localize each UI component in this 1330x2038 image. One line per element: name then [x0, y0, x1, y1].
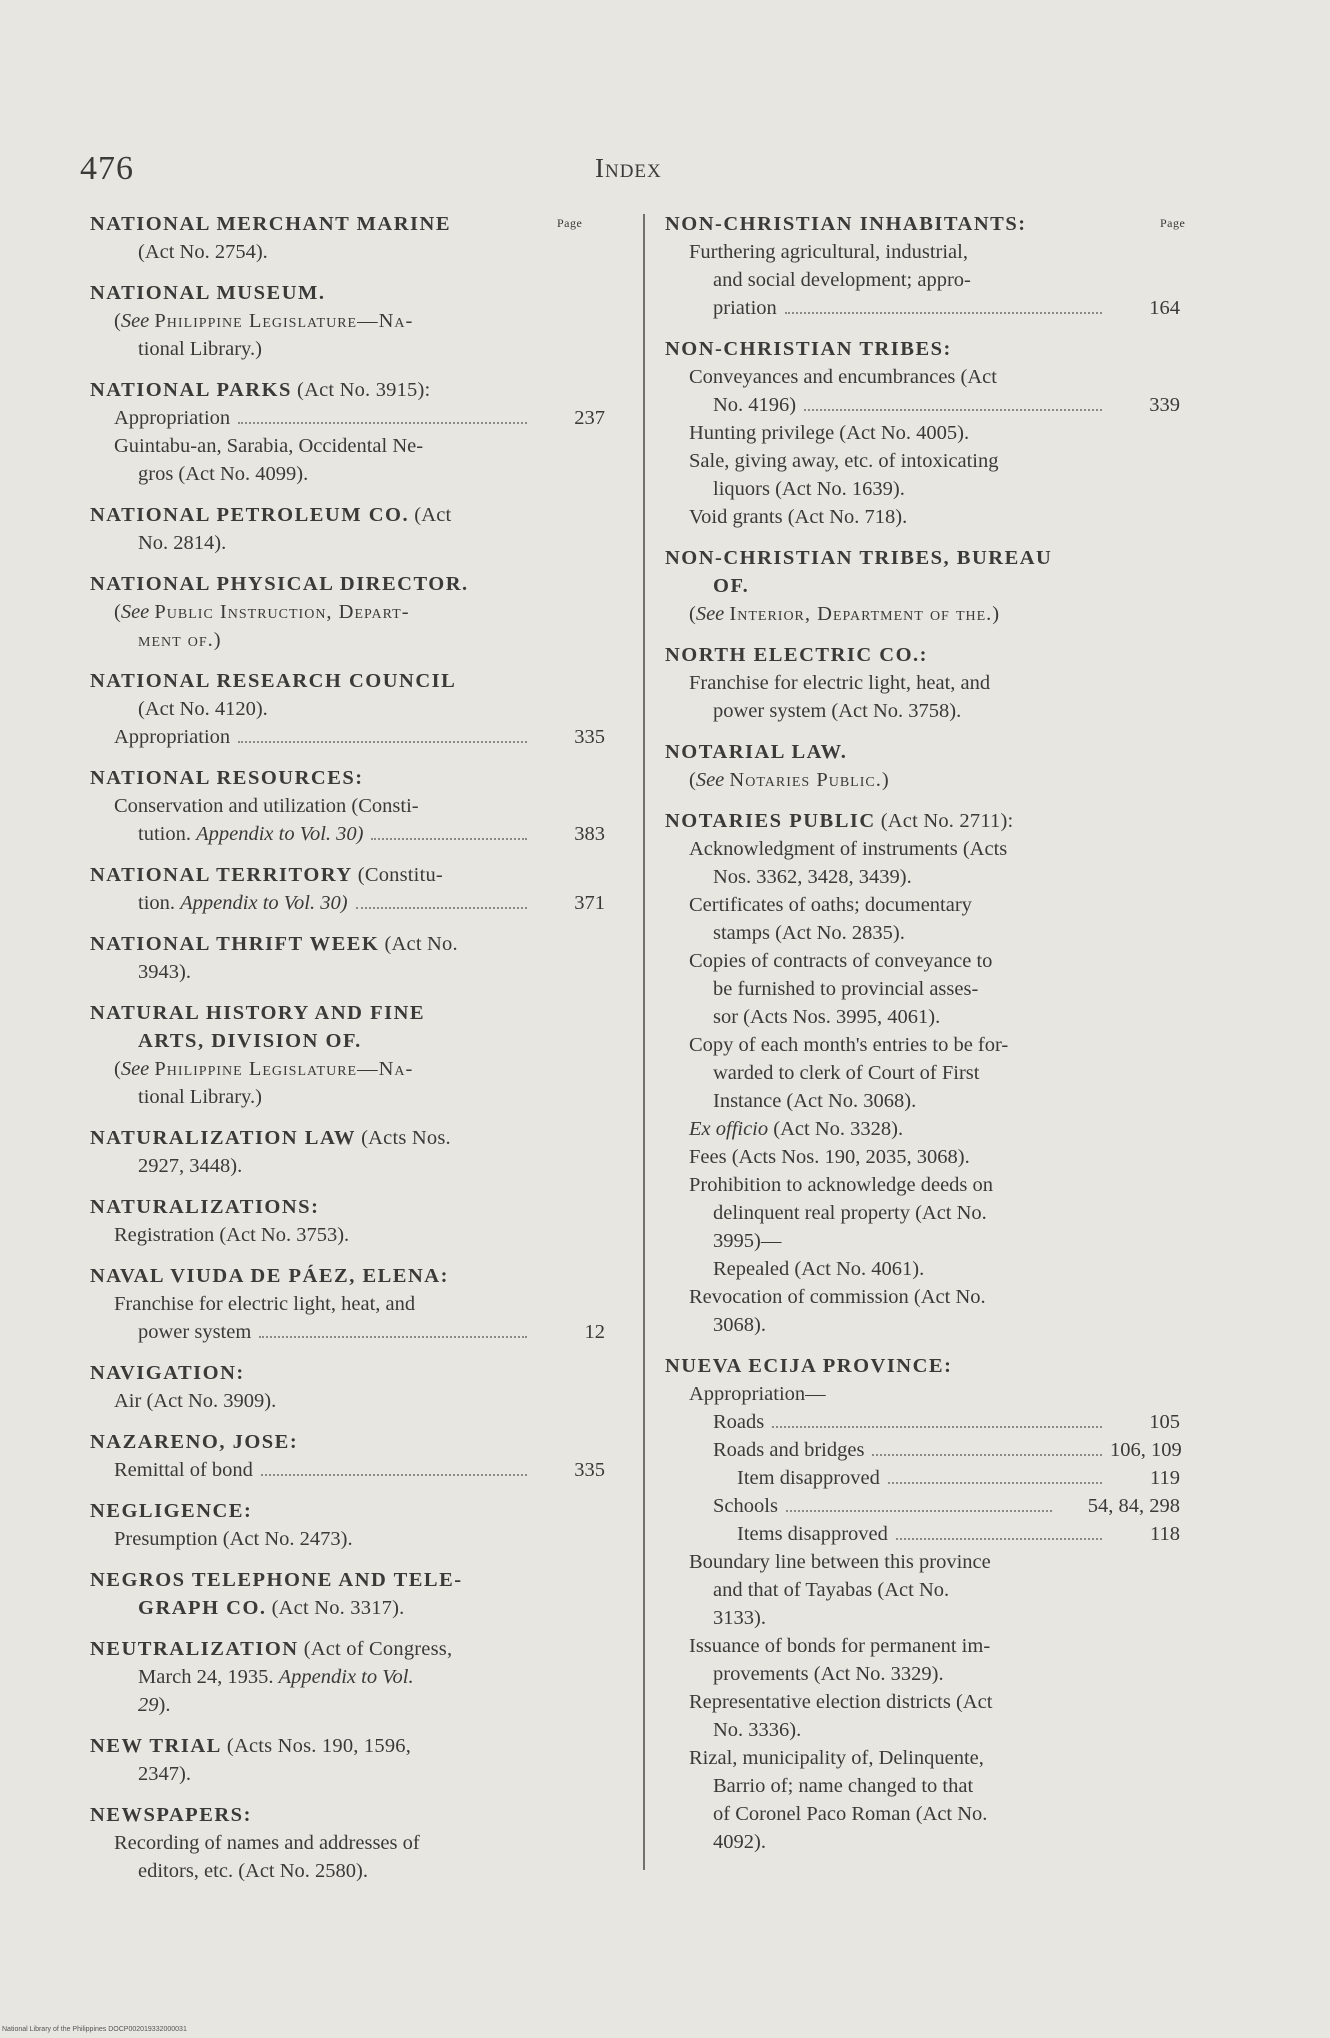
index-entry: [90, 1193, 605, 1249]
entry-continuation: 3995)—: [713, 1230, 782, 1252]
entry-continuation: (Act No. 4120).: [138, 698, 268, 720]
entry-continuation: priation 164: [665, 294, 1180, 322]
page-ref: 339: [1149, 394, 1180, 416]
entry-heading-tail: (Act No. 3317).: [271, 1597, 405, 1619]
entry-heading-tail: (Act No. 2711):: [880, 810, 1014, 832]
index-entry: [90, 667, 605, 751]
entry-heading: NATIONAL PHYSICAL DIRECTOR.: [90, 573, 469, 595]
entry-heading-tail: (Act No. 3915):: [297, 379, 431, 401]
entry-heading: NOTARIAL LAW.: [665, 741, 848, 763]
sub-entry: Boundary line between this province: [689, 1551, 991, 1573]
page-ref: 164: [1149, 297, 1180, 319]
index-entry: [90, 1497, 605, 1553]
page-ref: 118: [1150, 1523, 1180, 1545]
entry-heading: NATIONAL RESOURCES:: [90, 767, 364, 789]
entry-continuation: 29).: [138, 1694, 171, 1716]
entry-heading: NAZARENO, JOSE:: [90, 1431, 299, 1453]
entry-continuation: be furnished to provincial asses-: [713, 978, 979, 1000]
entry-continuation: Barrio of; name changed to that: [713, 1775, 974, 1797]
entry-heading: NON-CHRISTIAN TRIBES, BUREAU: [665, 547, 1053, 569]
entry-heading: NON-CHRISTIAN INHABITANTS:: [665, 213, 1027, 235]
index-entry: [665, 335, 1180, 531]
sub-sub-entry: Repealed (Act No. 4061).: [713, 1258, 925, 1280]
entry-continuation: and social development; appro-: [713, 269, 971, 291]
entry-heading-tail: (Acts Nos.: [361, 1127, 451, 1149]
entry-heading: NOTARIES PUBLIC: [665, 810, 876, 832]
see-label: See: [695, 769, 725, 791]
page-ref: 106, 109: [1110, 1439, 1182, 1461]
sub-entry: Conveyances and encumbrances (Act: [689, 366, 997, 388]
entry-heading-tail: (Act No.: [384, 933, 458, 955]
index-entry: [90, 376, 605, 488]
index-column-left: [90, 210, 605, 1898]
sub-entry: Presumption (Act No. 2473).: [114, 1528, 353, 1550]
sub-entry: Appropriation—: [689, 1383, 826, 1405]
entry-heading: NATIONAL RESEARCH COUNCIL: [90, 670, 457, 692]
entry-heading: NEUTRALIZATION: [90, 1638, 299, 1660]
index-entry: [665, 544, 1180, 628]
index-entry: [90, 1359, 605, 1415]
entry-continuation: No. 3336).: [713, 1719, 802, 1741]
sub-entry: Recording of names and addresses of: [114, 1832, 420, 1854]
sub-entry: Issuance of bonds for permanent im-: [689, 1635, 991, 1657]
sub-entry: Furthering agricultural, industrial,: [689, 241, 968, 263]
index-entry: [90, 210, 605, 266]
entry-continuation: March 24, 1935. Appendix to Vol.: [138, 1666, 414, 1688]
entry-heading-tail: (Act: [414, 504, 452, 526]
see-target: Interior, Department of the.): [729, 603, 1001, 625]
sub-entry: Fees (Acts Nos. 190, 2035, 3068).: [689, 1146, 970, 1168]
page-ref: 237: [574, 407, 605, 429]
entry-continuation: stamps (Act No. 2835).: [713, 922, 905, 944]
entry-heading: NEWSPAPERS:: [90, 1804, 252, 1826]
see-label: See: [695, 603, 725, 625]
sub-entry: Acknowledgment of instruments (Acts: [689, 838, 1008, 860]
entry-continuation: 2927, 3448).: [138, 1155, 243, 1177]
entry-heading: NEW TRIAL: [90, 1735, 222, 1757]
scan-footer: National Library of the Philippines DOCP002019332000031: [2, 2026, 187, 2033]
sub-entry: Rizal, municipality of, Delinquente,: [689, 1747, 984, 1769]
sub-entry: Appropriation 237: [90, 404, 605, 432]
entry-continuation: provements (Act No. 3329).: [713, 1663, 944, 1685]
entry-continuation: tional Library.): [138, 338, 262, 360]
entry-continuation: of Coronel Paco Roman (Act No.: [713, 1803, 988, 1825]
entry-heading: NATIONAL PARKS: [90, 379, 292, 401]
index-entry: [90, 279, 605, 363]
index-entry: [90, 1262, 605, 1346]
index-entry: [90, 764, 605, 848]
page-column-label: Page: [1160, 216, 1186, 230]
see-reference: (See Philippine Legislature—Na-: [114, 310, 414, 332]
entry-heading: GRAPH CO.: [138, 1597, 267, 1619]
see-label: See: [120, 1058, 150, 1080]
entry-heading: NORTH ELECTRIC CO.:: [665, 644, 928, 666]
entry-continuation: tion. Appendix to Vol. 30) 371: [90, 889, 605, 917]
index-entry: [665, 641, 1180, 725]
page-ref: 335: [574, 726, 605, 748]
entry-continuation: Instance (Act No. 3068).: [713, 1090, 917, 1112]
sub-entry: Void grants (Act No. 718).: [689, 506, 908, 528]
index-column-right: [665, 210, 1180, 1869]
sub-entry: Certificates of oaths; documentary: [689, 894, 972, 916]
entry-continuation: (Act No. 2754).: [138, 241, 268, 263]
sub-sub-entry: Roads and bridges 106, 109: [665, 1436, 1180, 1464]
sub-entry: Air (Act No. 3909).: [114, 1390, 277, 1412]
entry-continuation: sor (Acts Nos. 3995, 4061).: [713, 1006, 941, 1028]
sub-entry: Prohibition to acknowledge deeds on: [689, 1174, 994, 1196]
sub-entry: Ex officio (Act No. 3328).: [689, 1118, 904, 1140]
see-label: See: [120, 310, 150, 332]
entry-heading: NEGLIGENCE:: [90, 1500, 253, 1522]
see-reference: (See Philippine Legislature—Na-: [114, 1058, 414, 1080]
index-entry: [90, 1635, 605, 1719]
sub-entry: Representative election districts (Act: [689, 1691, 993, 1713]
entry-continuation: tional Library.): [138, 1086, 262, 1108]
entry-continuation: power system 12: [90, 1318, 605, 1346]
entry-continuation: delinquent real property (Act No.: [713, 1202, 987, 1224]
see-reference: (See Public Instruction, Depart-: [114, 601, 410, 623]
entry-continuation: Nos. 3362, 3428, 3439).: [713, 866, 912, 888]
page-column-label: Page: [557, 216, 583, 230]
sub-entry: Guintabu-an, Sarabia, Occidental Ne-: [114, 435, 424, 457]
entry-continuation: 4092).: [713, 1831, 766, 1853]
entry-continuation: 3133).: [713, 1607, 766, 1629]
column-divider: [643, 214, 645, 1870]
see-target: Public Instruction, Depart-: [154, 601, 410, 623]
index-entry: [90, 999, 605, 1111]
sub-entry: Appropriation 335: [90, 723, 605, 751]
entry-continuation: 3943).: [138, 961, 191, 983]
entry-heading-tail: (Act of Congress,: [303, 1638, 453, 1660]
index-entry: [665, 738, 1180, 794]
sub-entry: Registration (Act No. 3753).: [114, 1224, 350, 1246]
sub-sub-entry: Roads 105: [665, 1408, 1180, 1436]
index-entry: [90, 1732, 605, 1788]
running-head: Index: [595, 153, 662, 183]
index-entry: [665, 1352, 1180, 1856]
page-ref: 105: [1149, 1411, 1180, 1433]
entry-heading: NATURALIZATIONS:: [90, 1196, 320, 1218]
sub-sub-sub-entry: Item disapproved 119: [665, 1464, 1180, 1492]
entry-heading: NATURALIZATION LAW: [90, 1127, 357, 1149]
entry-continuation: 2347).: [138, 1763, 191, 1785]
entry-continuation: power system (Act No. 3758).: [713, 700, 962, 722]
entry-heading: NATIONAL MERCHANT MARINE: [90, 213, 451, 235]
see-target: Philippine Legislature—Na-: [154, 1058, 414, 1080]
entry-heading: NATIONAL TERRITORY: [90, 864, 353, 886]
index-entry: [90, 930, 605, 986]
entry-heading: NUEVA ECIJA PROVINCE:: [665, 1355, 953, 1377]
entry-heading: NATIONAL PETROLEUM CO.: [90, 504, 410, 526]
sub-entry: Franchise for electric light, heat, and: [114, 1293, 416, 1315]
index-entry: [665, 210, 1180, 322]
sub-entry: Copies of contracts of conveyance to: [689, 950, 993, 972]
index-entry: [90, 570, 605, 654]
page-ref: 12: [584, 1321, 605, 1343]
page-number: 476: [80, 150, 134, 187]
entry-continuation: and that of Tayabas (Act No.: [713, 1579, 950, 1601]
entry-heading: OF.: [713, 575, 750, 597]
entry-heading: NON-CHRISTIAN TRIBES:: [665, 338, 952, 360]
entry-continuation: editors, etc. (Act No. 2580).: [138, 1860, 368, 1882]
index-entry: [90, 501, 605, 557]
sub-entry: Copy of each month's entries to be for-: [689, 1034, 1009, 1056]
sub-sub-sub-entry: Items disapproved 118: [665, 1520, 1180, 1548]
sub-entry: Revocation of commission (Act No.: [689, 1286, 986, 1308]
entry-heading: NAVAL VIUDA DE PÁEZ, ELENA:: [90, 1265, 449, 1287]
page-ref: 383: [574, 823, 605, 845]
entry-continuation: 3068).: [713, 1314, 766, 1336]
see-reference: (See Interior, Department of the.): [689, 603, 1001, 625]
entry-heading: NATURAL HISTORY AND FINE: [90, 1002, 426, 1024]
sub-sub-entry: Schools 54, 84, 298: [665, 1492, 1180, 1520]
sub-entry: Remittal of bond 335: [90, 1456, 605, 1484]
entry-continuation: warded to clerk of Court of First: [713, 1062, 980, 1084]
entry-heading: NATIONAL MUSEUM.: [90, 282, 326, 304]
entry-heading-tail: (Constitu-: [357, 864, 443, 886]
index-entry: [90, 1124, 605, 1180]
entry-continuation: No. 2814).: [138, 532, 227, 554]
entry-continuation: ment of.): [138, 629, 222, 651]
entry-continuation: liquors (Act No. 1639).: [713, 478, 905, 500]
page-ref: 371: [574, 892, 605, 914]
see-target: Notaries Public.): [729, 769, 890, 791]
entry-heading: NATIONAL THRIFT WEEK: [90, 933, 380, 955]
entry-heading-tail: (Acts Nos. 190, 1596,: [226, 1735, 412, 1757]
see-target: Philippine Legislature—Na-: [154, 310, 414, 332]
see-reference: (See Notaries Public.): [689, 769, 890, 791]
entry-heading: ARTS, DIVISION OF.: [138, 1030, 362, 1052]
index-entry: [90, 1428, 605, 1484]
see-label: See: [120, 601, 150, 623]
page-ref: 119: [1150, 1467, 1180, 1489]
page-ref: 54, 84, 298: [1087, 1495, 1180, 1517]
index-entry: [665, 807, 1180, 1339]
entry-continuation: tution. Appendix to Vol. 30) 383: [90, 820, 605, 848]
index-entry: [90, 1801, 605, 1885]
sub-entry: Conservation and utilization (Consti-: [114, 795, 419, 817]
index-entry: [90, 1566, 605, 1622]
entry-continuation: No. 4196) 339: [665, 391, 1180, 419]
index-entry: [90, 861, 605, 917]
page-ref: 335: [574, 1459, 605, 1481]
sub-entry: Franchise for electric light, heat, and: [689, 672, 991, 694]
entry-heading: NEGROS TELEPHONE AND TELE-: [90, 1569, 463, 1591]
entry-continuation: gros (Act No. 4099).: [138, 463, 309, 485]
sub-entry: Hunting privilege (Act No. 4005).: [689, 422, 970, 444]
entry-heading: NAVIGATION:: [90, 1362, 245, 1384]
sub-entry: Sale, giving away, etc. of intoxicating: [689, 450, 999, 472]
